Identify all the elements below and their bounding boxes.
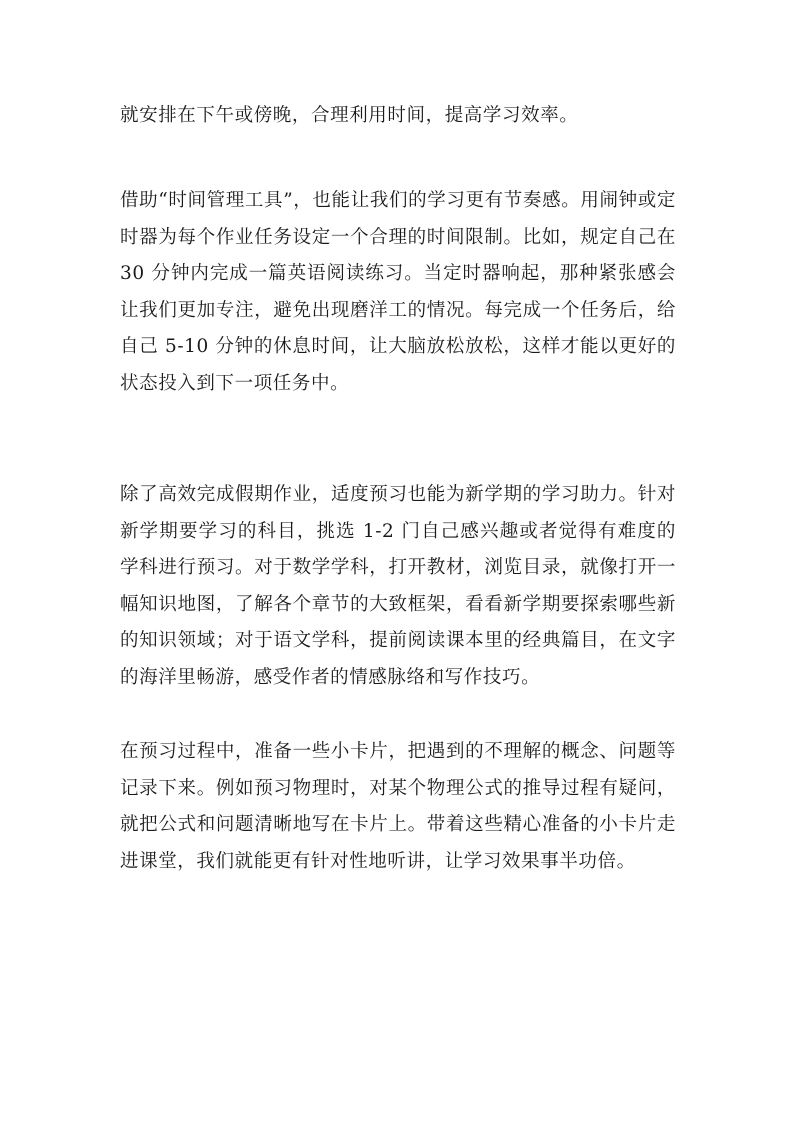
paragraph-time-arrangement: 就安排在下午或傍晚，合理利用时间，提高学习效率。 <box>120 105 579 126</box>
paragraph-preview-new-semester: 除了高效完成假期作业，适度预习也能为新学期的学习助力。针对新学期要学习的科目，挑选 1-2 门自己感兴趣或者觉得有难度的学科进行预习。对于数学学科，打开教材，浏览目录，就像打开一幅知识地图，了解各个章节的大致框架，看看新学期要探索哪些新的知识领域；对于语文学科，提前阅读课本里的经典篇目，在文字的海洋里畅游，感受作者的情感脉络和写作技巧。 <box>120 484 676 688</box>
paragraph-time-management-tools: 借助“时间管理工具”，也能让我们的学习更有节奏感。用闹钟或定时器为每个作业任务设定一个合理的时间限制。比如，规定自己在 30 分钟内完成一篇英语阅读练习。当定时器响起，那种紧张感会让我们更加专注，避免出现磨洋工的情况。每完成一个任务后，给自己 5-10 分钟的休息时间，让大脑放松放松，这样才能以更好的状态投入到下一项任务中。 <box>120 190 676 394</box>
paragraph-note-cards: 在预习过程中，准备一些小卡片，把遇到的不理解的概念、问题等记录下来。例如预习物理时，对某个物理公式的推导过程有疑问，就把公式和问题清晰地写在卡片上。带着这些精心准备的小卡片走进课堂，我们就能更有针对性地听讲，让学习效果事半功倍。 <box>120 741 676 872</box>
